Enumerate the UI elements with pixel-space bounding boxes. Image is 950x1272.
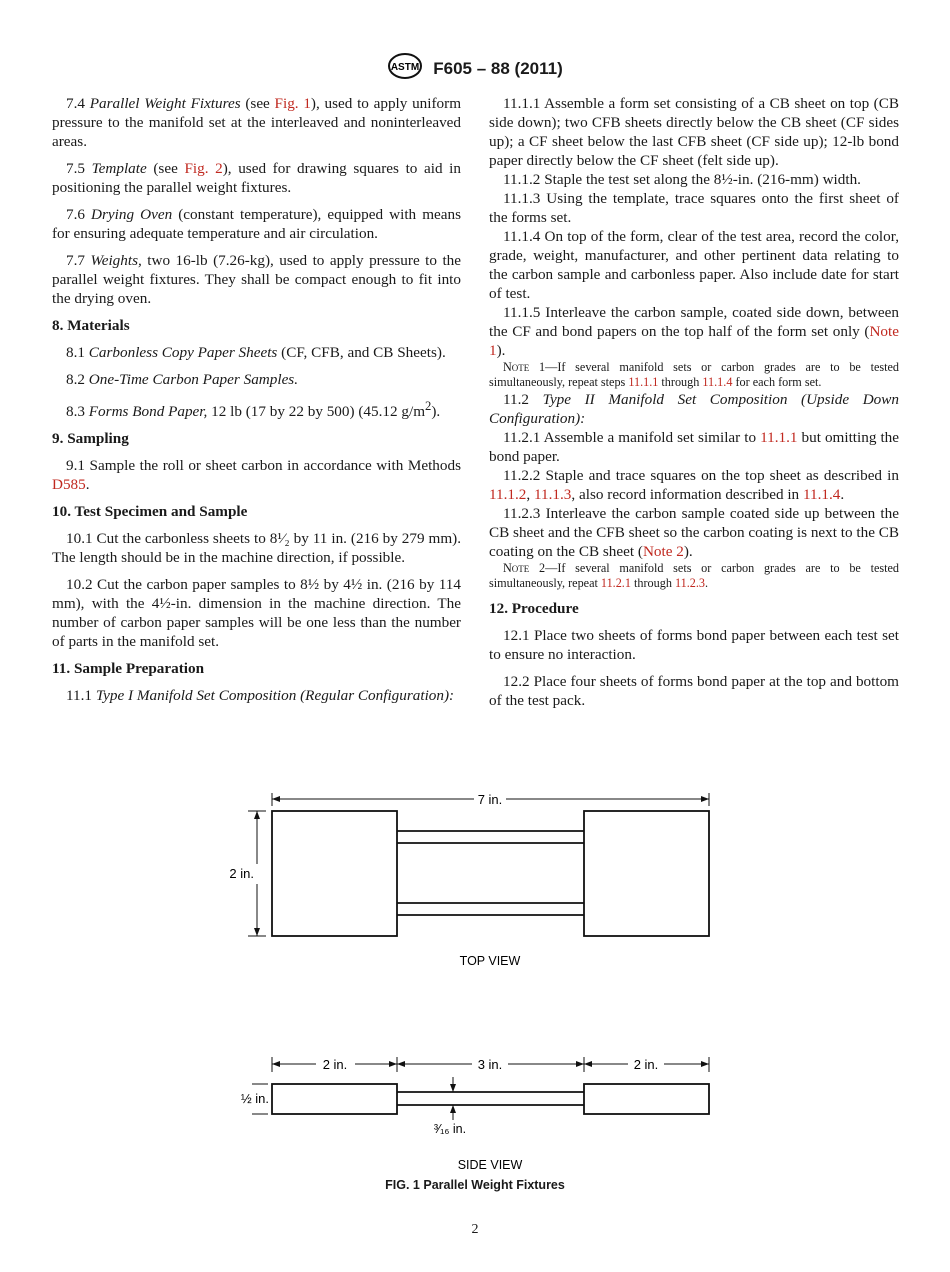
para-7-7: 7.7 Weights, two 16-lb (7.26-kg), used to apply pressure to the parallel weight fixtures. They shall be compact enough to fit into the drying oven. [52, 252, 462, 307]
section-heading-11: 11. Sample Preparation [52, 660, 205, 678]
side-right-block [584, 1084, 709, 1114]
astm-logo-icon [387, 52, 423, 85]
para-7-6: 7.6 Drying Oven (constant temperature), equipped with means for ensuring adequate temperature and air circulation. [52, 206, 462, 242]
para-12-1: 12.1 Place two sheets of forms bond paper between each test set to ensure no interaction. [489, 627, 899, 663]
side-mid-width-label: 3 in. [477, 1057, 503, 1072]
top-view-label: TOP VIEW [459, 954, 521, 968]
para-9-1: 9.1 Sample the roll or sheet carbon in accordance with Methods D585. [52, 457, 461, 494]
top-view-fixture [272, 811, 709, 936]
ref-11-1-4-link[interactable]: 11.1.4 [702, 375, 733, 389]
para-12-2: 12.2 Place four sheets of forms bond paper at the top and bottom of the test pack. [489, 673, 899, 709]
fig-2-link[interactable]: Fig. 2 [184, 160, 223, 177]
note-1-link[interactable]: Note 1 [489, 323, 899, 359]
para-11-1-5: 11.1.5 Interleave the carbon sample, coated side down, between the CF and bond papers on the top half of the form set only (Note 1). [489, 304, 899, 359]
ref-11-1-1-link[interactable]: 11.1.1 [628, 375, 659, 389]
para-11-1-4: 11.1.4 On top of the form, clear of the test area, record the color, grade, weight, manufacturer, and other pertinent data relating to the carbon sample and carbonless paper. Also include date for start of test. [489, 228, 899, 302]
ref-11-1-3-link[interactable]: 11.1.3 [534, 486, 572, 503]
note-2-link[interactable]: Note 2 [642, 543, 684, 560]
figure-1-drawing [0, 780, 950, 1200]
figure-1 [0, 780, 950, 1200]
d585-link[interactable]: D585 [52, 476, 86, 494]
side-view-label: SIDE VIEW [457, 1158, 523, 1172]
top-height-label: 2 in. [229, 866, 254, 881]
fig-1-link[interactable]: Fig. 1 [274, 95, 311, 112]
ref-11-2-3-link[interactable]: 11.2.3 [674, 576, 705, 590]
side-thickness-label: ³⁄₁₆ in. [433, 1122, 467, 1136]
para-11-2-1: 11.2.1 Assemble a manifold set similar to 11.1.1 but omitting the bond paper. [489, 429, 899, 465]
para-7-4: 7.4 Parallel Weight Fixtures (see Fig. 1), used to apply uniform pressure to the manifold set at the interleaved and noninterleaved areas. [52, 95, 462, 150]
para-11-2-3: 11.2.3 Interleave the carbon sample coated side up between the CB sheet and the CFB sheet so the carbon coating is next to the CB coating on the CB sheet (Note 2). [489, 505, 900, 560]
ref-11-2-1-link[interactable]: 11.2.1 [600, 576, 631, 590]
section-heading-9: 9. Sampling [52, 430, 129, 448]
section-heading-8: 8. Materials [52, 317, 130, 334]
para-10-1: 10.1 Cut the carbonless sheets to 8¹⁄₂ by 11 in. (216 by 279 mm). The length should be in the machine direction, if possible. [52, 530, 461, 567]
section-heading-10: 10. Test Specimen and Sample [52, 503, 248, 521]
para-10-2: 10.2 Cut the carbon paper samples to 8½ by 4½ in. (216 by 114 mm), with the 4½-in. dimension in the machine direction. The number of carbon paper samples will be one less than the number of parts in the manifold set. [52, 576, 461, 651]
para-11-2: 11.2 Type II Manifold Set Composition (Upside Down Configuration): [489, 391, 899, 427]
ref-11-1-1-link[interactable]: 11.1.1 [760, 429, 798, 446]
side-left-width-label: 2 in. [322, 1057, 348, 1072]
para-7-5: 7.5 Template (see Fig. 2), used for drawing squares to aid in positioning the parallel weight fixtures. [52, 160, 461, 196]
section-heading-12: 12. Procedure [489, 600, 579, 617]
para-8-3: 8.3 Forms Bond Paper, 12 lb (17 by 22 by 500) (45.12 $g/m^2$). [66, 399, 441, 421]
para-11-1-1: 11.1.1 Assemble a form set consisting of a CB sheet on top (CB side down); two CFB sheets directly below the CB sheet (CF sides up); a CF sheet below the last CFB sheet (CF side up); 12-lb bond paper directly below the CF sheet (felt side up). [489, 95, 899, 169]
note-1: Note 1—If several manifold sets or carbon grades are to be tested simultaneously, repeat steps 11.1.1 through 11.1.4 for each form set. [489, 360, 900, 389]
side-height-label: ½ in. [240, 1091, 269, 1106]
right-column [489, 94, 899, 710]
page-header [0, 52, 950, 85]
para-11-1: 11.1 Type I Manifold Set Composition (Regular Configuration): [66, 687, 455, 705]
para-11-1-2: 11.1.2 Staple the test set along the 8½-in. (216-mm) width. [503, 171, 861, 188]
top-width-label: 7 in. [477, 792, 503, 807]
top-right-block [584, 811, 709, 936]
left-column [52, 94, 461, 705]
side-view-fixture [272, 1084, 709, 1114]
side-left-block [272, 1084, 397, 1114]
para-8-2: 8.2 One-Time Carbon Paper Samples. [66, 371, 299, 388]
page-number: 2 [471, 1222, 479, 1237]
figure-caption: FIG. 1 Parallel Weight Fixtures [385, 1178, 565, 1192]
para-11-1-3: 11.1.3 Using the template, trace squares onto the first sheet of the forms set. [489, 190, 899, 226]
ref-11-1-4-link[interactable]: 11.1.4 [802, 486, 841, 503]
ref-11-1-2-link[interactable]: 11.1.2 [489, 486, 527, 503]
para-8-1: 8.1 Carbonless Copy Paper Sheets (CF, CFB, and CB Sheets). [66, 344, 446, 361]
top-left-block [272, 811, 397, 936]
document-code: F605 – 88 (2011) [433, 58, 563, 78]
side-right-width-label: 2 in. [633, 1057, 659, 1072]
note-2: Note 2—If several manifold sets or carbon grades are to be tested simultaneously, repeat 11.2.1 through 11.2.3. [489, 561, 900, 590]
logo-text: ASTM [391, 62, 420, 73]
para-11-2-2: 11.2.2 Staple and trace squares on the top sheet as described in 11.1.2, 11.1.3, also record information described in 11.1.4. [489, 467, 899, 503]
